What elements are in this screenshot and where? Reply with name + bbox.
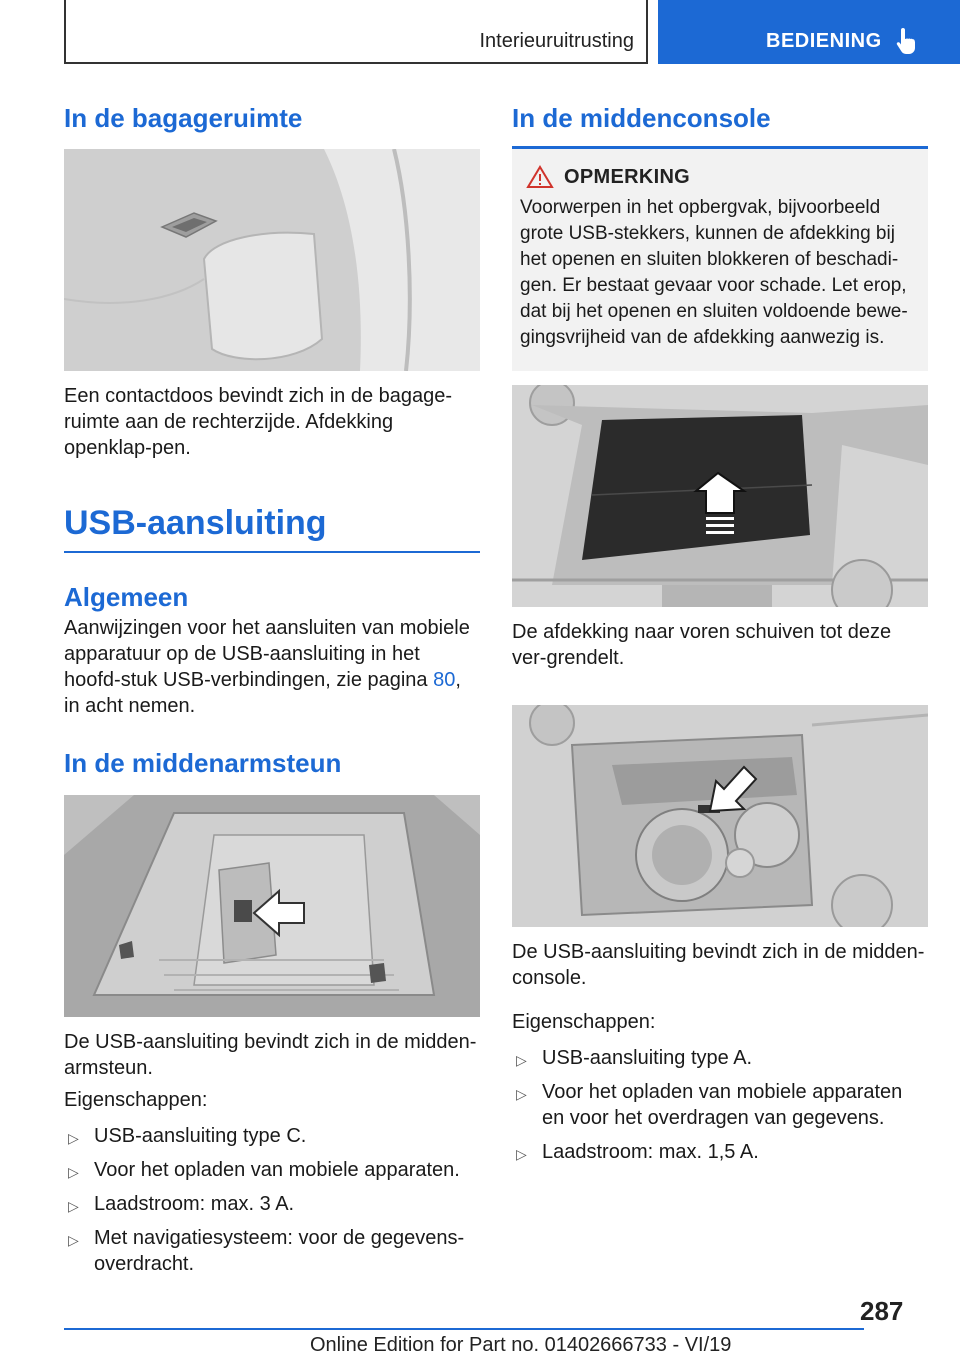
console-props-list: [512, 1045, 928, 1165]
header-section-title: Interieuruitrusting: [479, 30, 634, 52]
list-item: ▷ Voor het opladen van mobiele apparaten en voor het overdragen van gegevens.: [516, 1081, 903, 1129]
armrest-props-label: Eigenschappen:: [64, 1089, 208, 1111]
trunk-description: Een contactdoos bevindt zich in de bagage-ruimte aan de rechterzijde. Afdekking openklap-pen.: [64, 385, 453, 459]
page-number: 287: [860, 1296, 904, 1326]
armrest-props-list: [64, 1123, 480, 1277]
page-80-link[interactable]: 80: [433, 669, 456, 691]
console-usb-photo: [512, 705, 928, 927]
footer-rule: [64, 1328, 864, 1330]
list-item: ▷ Met navigatiesysteem: voor de gegevens-overdracht.: [68, 1227, 465, 1275]
list-item: ▷ USB-aansluiting type C.: [68, 1125, 307, 1147]
armrest-description: De USB-aansluiting bevindt zich in de midden-armsteun.: [64, 1031, 477, 1079]
note-text: Voorwerpen in het opbergvak, bijvoorbeeld grote USB-stekkers, kunnen de afdekking bij het openen en sluiten blokkeren of beschadi-gen. Er bestaat gevaar voor schade. Let erop, dat bij het openen en sluiten voldoende bewe-gingsvrijheid van de afdekking aanwezig is.: [520, 197, 908, 348]
slide-description: De afdekking naar voren schuiven tot deze ver-grendelt.: [512, 621, 892, 669]
armrest-heading: In de middenarmsteun: [64, 748, 342, 778]
right-column: [512, 100, 928, 1173]
header-section-box: [64, 0, 648, 64]
list-item: ▷ Voor het opladen van mobiele apparaten.: [68, 1159, 460, 1181]
list-item: ▷ Laadstroom: max. 3 A.: [68, 1193, 295, 1215]
footer-edition: Online Edition for Part no. 01402666733 - VI/19: [310, 1334, 732, 1356]
console-cover-photo: [512, 385, 928, 607]
left-column: [64, 100, 480, 1285]
list-item: ▷ Laadstroom: max. 1,5 A.: [516, 1141, 759, 1163]
console-description: De USB-aansluiting bevindt zich in de midden-console.: [512, 941, 925, 989]
console-heading: In de middenconsole: [512, 103, 771, 133]
pointing-hand-icon: [894, 26, 920, 56]
usb-heading: USB-aansluiting: [64, 504, 327, 542]
console-props-label: Eigenschappen:: [512, 1011, 656, 1033]
general-heading: Algemeen: [64, 582, 189, 612]
warning-triangle-icon: [526, 165, 554, 189]
trunk-socket-photo: [64, 149, 480, 371]
list-item: ▷ USB-aansluiting type A.: [516, 1047, 753, 1069]
warning-note: [512, 149, 928, 371]
armrest-usb-photo: [64, 795, 480, 1017]
note-title: OPMERKING: [564, 165, 691, 188]
header-chapter-label: BEDIENING: [766, 30, 882, 52]
general-description: Aanwijzingen voor het aansluiten van mobiele apparatuur op de USB-aansluiting in het hoofd-stuk USB-verbindingen, zie pagina 80, in acht nemen.: [64, 617, 470, 717]
trunk-heading: In de bagageruimte: [64, 103, 303, 133]
